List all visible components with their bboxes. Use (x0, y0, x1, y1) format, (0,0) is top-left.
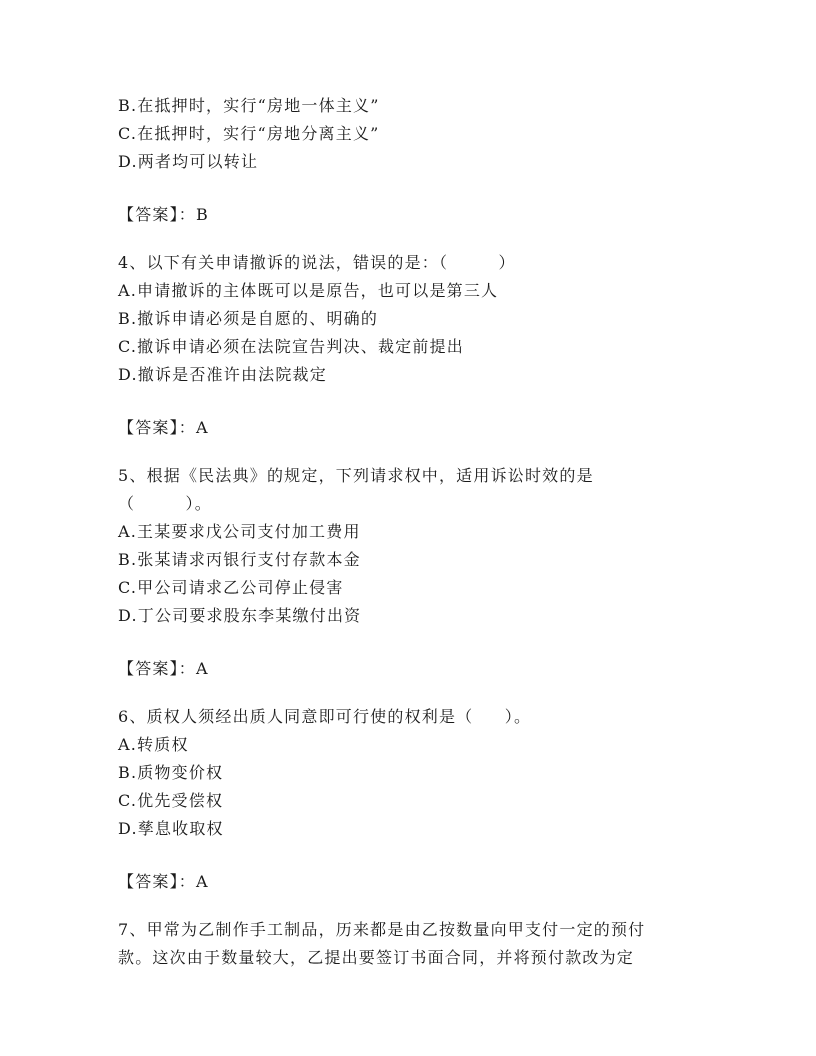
answer-label: 【答案】：A (118, 872, 209, 891)
question-5 (118, 462, 708, 703)
option-d: D.撤诉是否准许由法院裁定 (118, 365, 327, 384)
question-stem-continued: （ ）。 (118, 494, 212, 513)
option-b: B.质物变价权 (118, 763, 224, 782)
option-b: B.在抵押时，实行“房地一体主义” (118, 96, 380, 115)
option-c: C.甲公司请求乙公司停止侵害 (118, 578, 344, 597)
option-a: A.转质权 (118, 735, 189, 754)
question-stem: 7、甲常为乙制作手工制品，历来都是由乙按数量向甲支付一定的预付 (118, 920, 646, 939)
question-stem: 6、质权人须经出质人同意即可行使的权利是（ ）。 (118, 707, 532, 726)
option-c: C.优先受偿权 (118, 791, 224, 810)
option-a: A.申请撤诉的主体既可以是原告，也可以是第三人 (118, 281, 499, 300)
question-3 (118, 92, 708, 249)
question-7 (118, 916, 708, 972)
exam-page (118, 92, 708, 972)
question-stem-continued: 款。这次由于数量较大，乙提出要签订书面合同，并将预付款改为定 (118, 948, 635, 967)
question-6 (118, 703, 708, 916)
answer-label: 【答案】：B (118, 205, 209, 224)
option-b: B.张某请求丙银行支付存款本金 (118, 550, 361, 569)
option-d: D.孳息收取权 (118, 819, 224, 838)
option-d: D.丁公司要求股东李某缴付出资 (118, 606, 362, 625)
question-stem: 5、根据《民法典》的规定，下列请求权中，适用诉讼时效的是 (118, 466, 594, 485)
option-c: C.在抵押时，实行“房地分离主义” (118, 124, 380, 143)
option-b: B.撤诉申请必须是自愿的、明确的 (118, 309, 379, 328)
question-4 (118, 249, 708, 462)
question-stem: 4、以下有关申请撤诉的说法，错误的是：（ ） (118, 253, 516, 272)
answer-label: 【答案】：A (118, 659, 209, 678)
answer-label: 【答案】：A (118, 418, 209, 437)
option-a: A.王某要求戊公司支付加工费用 (118, 522, 361, 541)
option-d: D.两者均可以转让 (118, 152, 259, 171)
option-c: C.撤诉申请必须在法院宣告判决、裁定前提出 (118, 337, 464, 356)
